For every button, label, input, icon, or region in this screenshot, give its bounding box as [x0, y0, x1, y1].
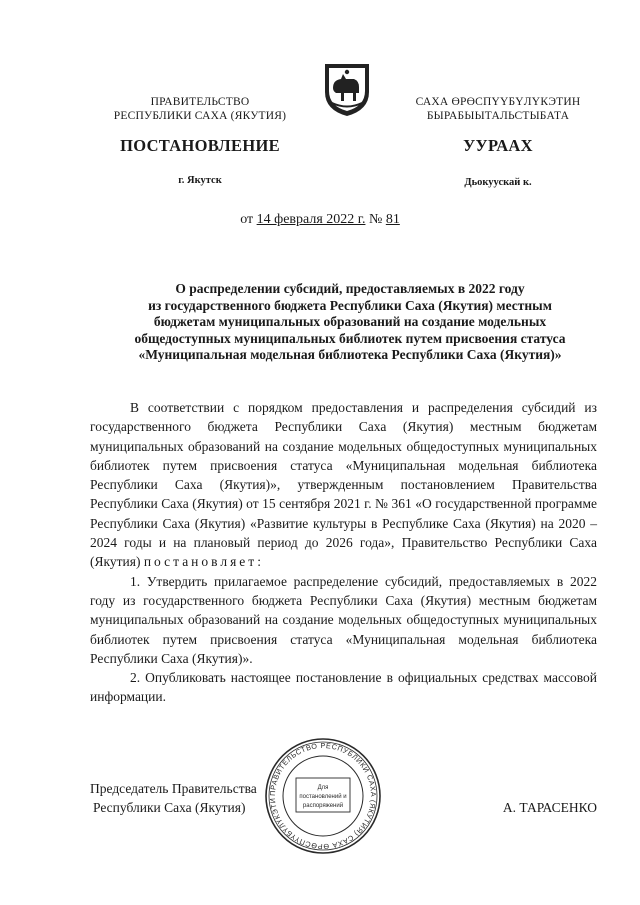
signature-position-line2: Республики Саха (Якутия)	[93, 800, 246, 815]
body-item-1: 1. Утвердить прилагаемое распределение субсидий, предоставляемых в 2022 году из государственного бюджета Республики Саха (Якутия) местным бюджетам муниципальных образований на создание модельных общедоступных муниципальных библиотек путем присвоения статуса «Муниципальная модельная библиотека Республики Саха (Якутия)».	[90, 573, 597, 666]
signature-name: А. ТАРАСЕНКО	[502, 800, 597, 815]
document-title-line: О распределении субсидий, предоставляемых в 2022 году	[175, 281, 525, 296]
stamp-outer-text: ПРАВИТЕЛЬСТВО РЕСПУБЛИКИ САХА (ЯКУТИЯ) САХА ӨРӨСПҮҮБҮЛҮКЭТИ	[267, 740, 379, 852]
dateline-number: 81	[385, 212, 400, 227]
document-title-line: общедоступных муниципальных библиотек путем присвоения статуса	[134, 330, 566, 346]
document-body	[90, 398, 597, 707]
city-right: Дьокуускай к.	[464, 177, 532, 188]
dateline	[0, 212, 640, 228]
header-right-line1: САХА ӨРӨСПҮҮБҮЛҮКЭТИН	[415, 96, 581, 108]
city-left: г. Якутск	[178, 175, 222, 186]
document-title-line: «Муниципальная модельная библиотека Республики Саха (Якутия)»	[138, 347, 562, 362]
body-intro-paragraph	[90, 398, 597, 572]
header-right-org	[388, 95, 608, 123]
dateline-number-sign: №	[368, 212, 383, 227]
header-right-line2: БЫРАБЫЫТАЛЬСТЫБАТА	[426, 110, 570, 122]
header-left-org	[95, 95, 305, 123]
body-item-2: 2. Опубликовать настоящее постановление в официальных средствах массовой информации.	[90, 670, 597, 705]
stamp-inner-line3: распоряжений	[302, 803, 344, 809]
header-left-line2: РЕСПУБЛИКИ САХА (ЯКУТИЯ)	[113, 110, 287, 122]
header-left-line1: ПРАВИТЕЛЬСТВО	[150, 96, 250, 108]
doc-type-left: ПОСТАНОВЛЕНИЕ	[120, 136, 280, 155]
stamp-inner-line2: постановлений и	[299, 794, 347, 800]
stamp-inner-line1: Для	[317, 785, 329, 791]
document-title-line: бюджетам муниципальных образований на создание модельных	[153, 314, 547, 329]
body-intro-text: В соответствии с порядком предоставления и распределения субсидий из государственного бюджета Республики Саха (Якутия) местным бюджетам муниципальных образований на создание модельных общедоступных муниципальных библиотек путем присвоения статуса «Муниципальная модельная библиотека Республики Саха (Якутия)», утвержденным постановлением Правительства Республики Саха (Якутия) от 15 сентября 2021 г. № 361 «О государственной программе Республики Саха (Якутия) «Развитие культуры в Республике Саха (Якутия) на 2020 – 2024 годы и на плановый период до 2026 года», Правительство Республики Саха (Якутия)	[90, 400, 597, 570]
dateline-date: 14 февраля 2022 г.	[256, 212, 366, 227]
body-resolves: постановляет:	[143, 554, 264, 570]
coat-of-arms-emblem	[320, 60, 374, 118]
dateline-prefix: от	[240, 212, 254, 227]
doc-type-right: УУРААХ	[463, 136, 533, 155]
signature-position-line1: Председатель Правительства	[90, 781, 257, 796]
document-title	[95, 281, 605, 364]
document-title-line: из государственного бюджета Республики Саха (Якутия) местным	[148, 297, 552, 313]
signature-position	[90, 779, 350, 817]
